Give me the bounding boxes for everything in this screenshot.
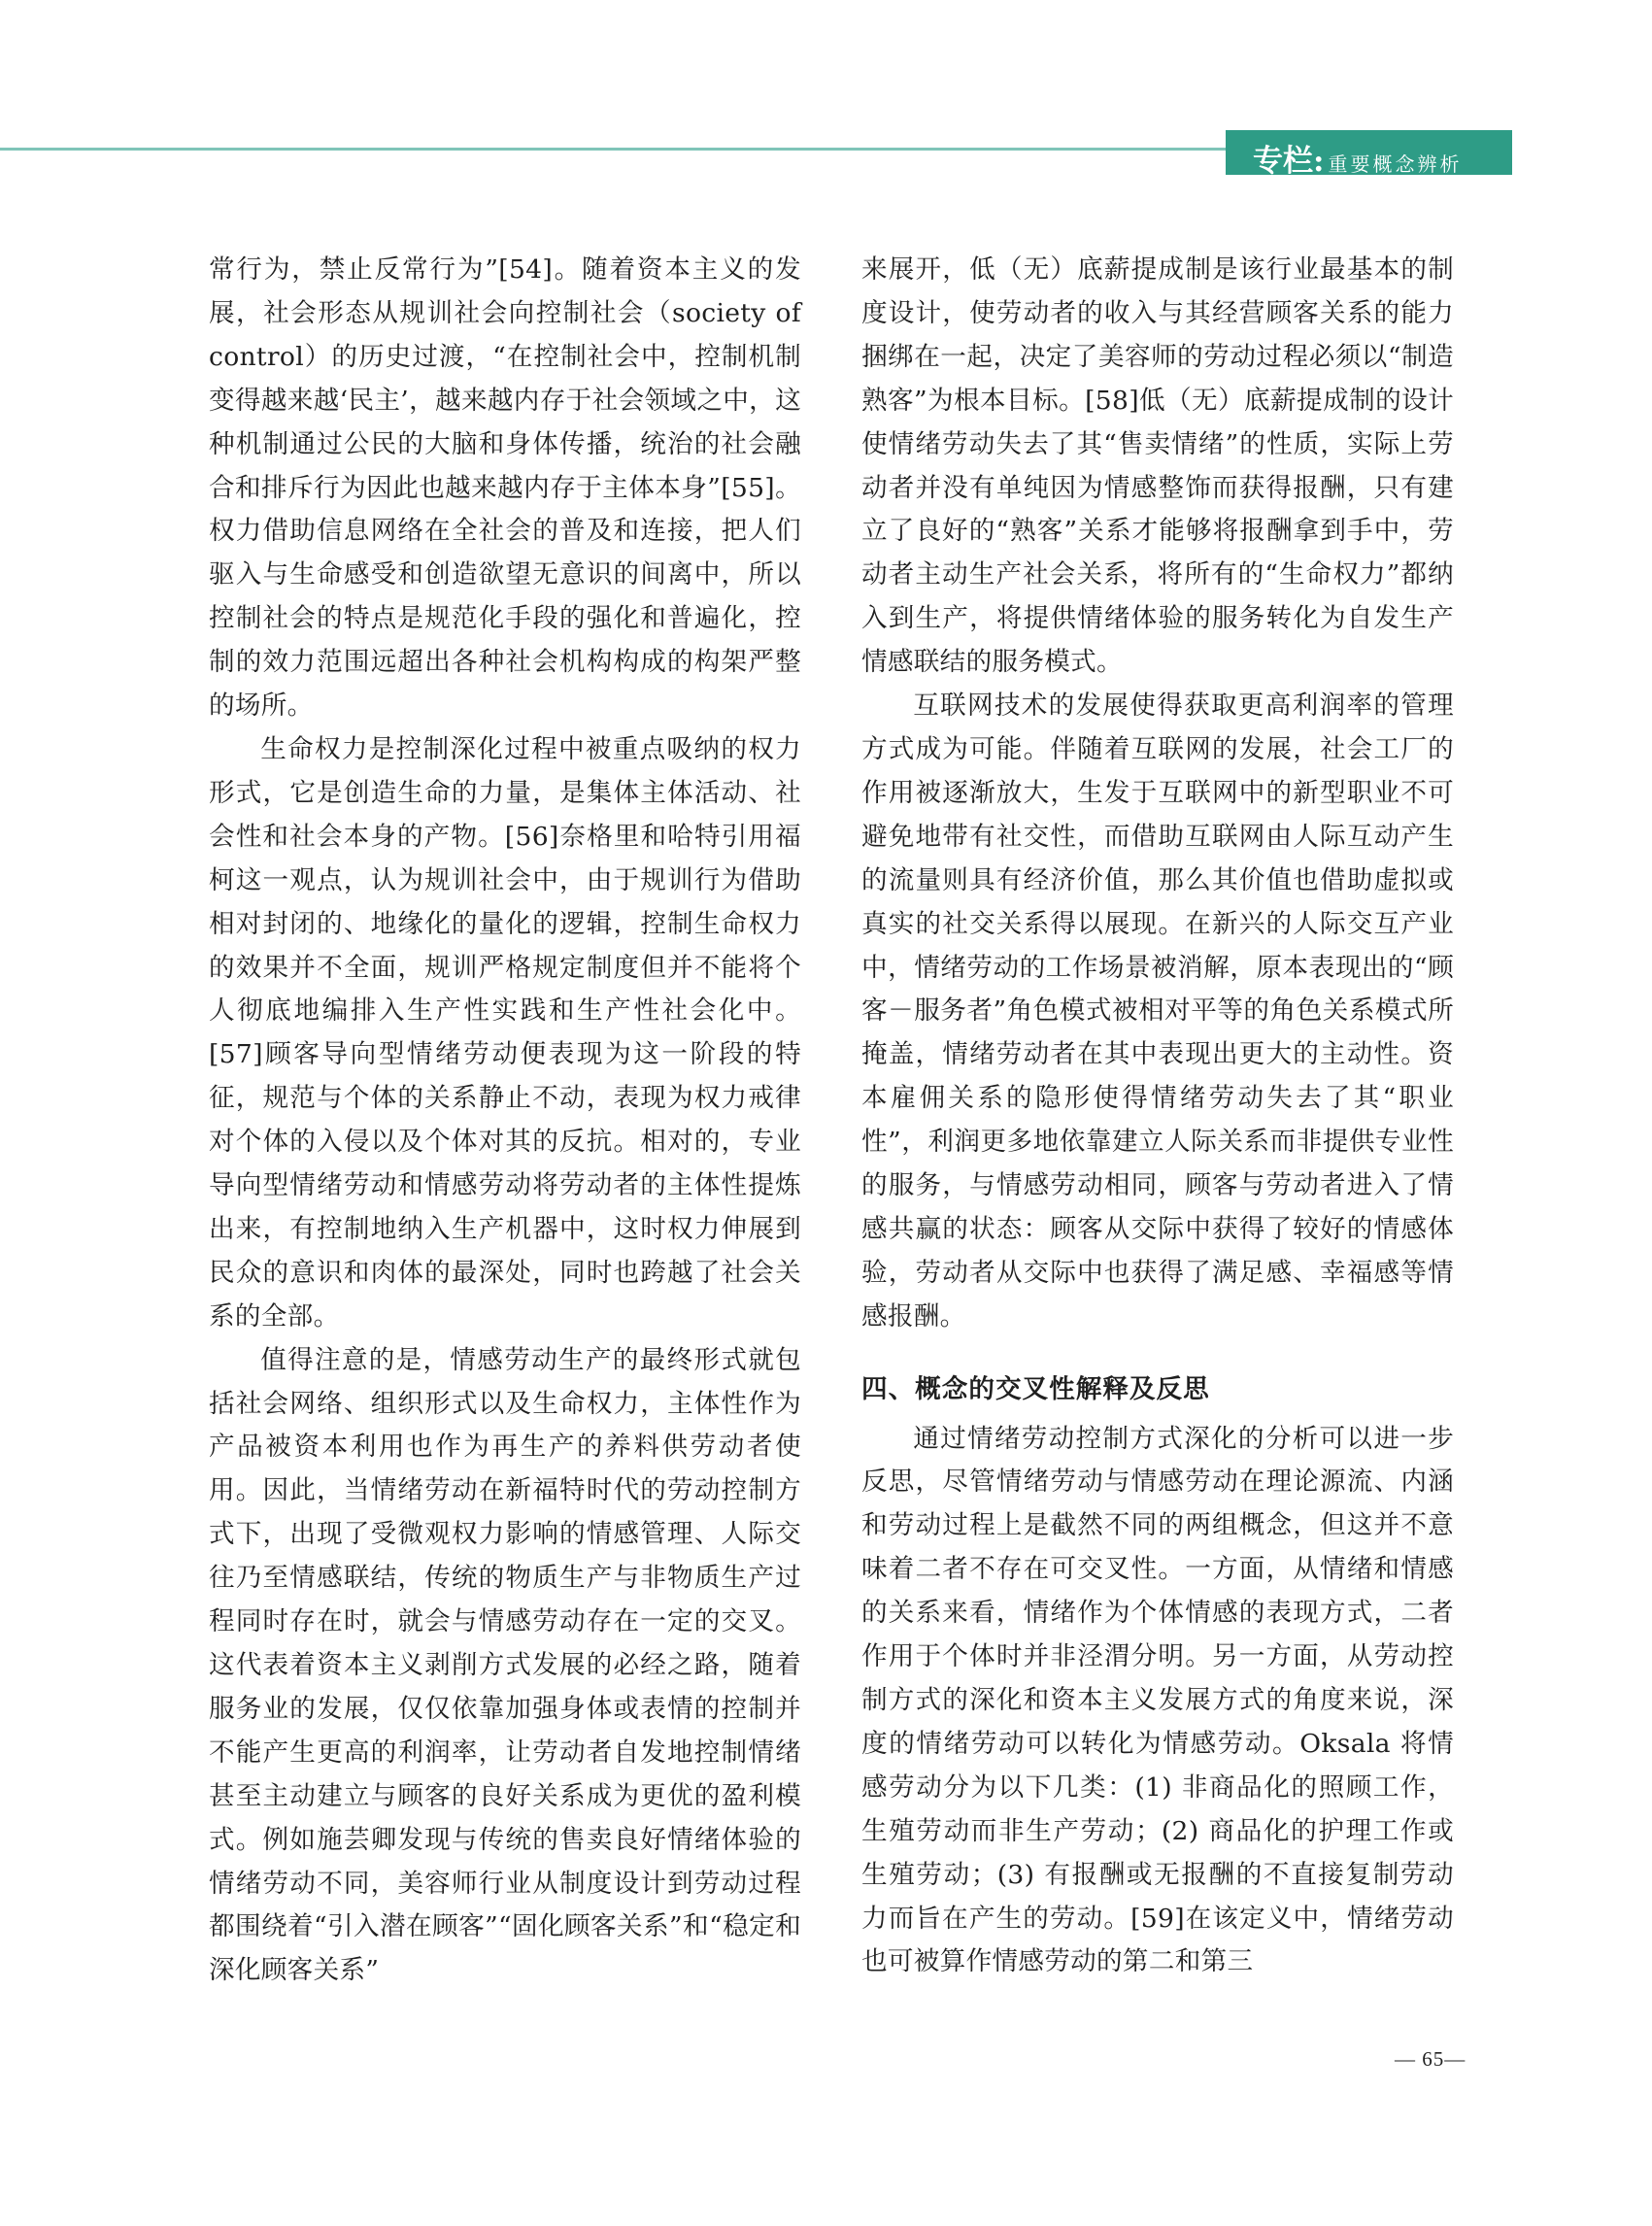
column-banner bbox=[1226, 130, 1512, 179]
paragraph: 值得注意的是，情感劳动生产的最终形式就包括社会网络、组织形式以及生命权力，主体性作为产品被资本利用也作为再生产的养料供劳动者使用。因此，当情绪劳动在新福特时代的劳动控制方式下，出现了受微观权力影响的情感管理、人际交往乃至情感联结，传统的物质生产与非物质生产过程同时存在时，就会与情感劳动存在一定的交叉。这代表着资本主义剥削方式发展的必经之路，随着服务业的发展，仅仅依靠加强身体或表情的控制并不能产生更高的利润率，让劳动者自发地控制情绪甚至主动建立与顾客的良好关系成为更优的盈利模式。例如施芸卿发现与传统的售卖良好情绪体验的情绪劳动不同，美容师行业从制度设计到劳动过程都围绕着“引入潜在顾客”“固化顾客关系”和“稳定和深化顾客关系” bbox=[209, 1344, 801, 1986]
column-subtitle: 重要概念辨析 bbox=[1328, 152, 1463, 176]
paragraph: 常行为，禁止反常行为”[54]。随着资本主义的发展，社会形态从规训社会向控制社会（society of control）的历史过渡，“在控制社会中，控制机制变得越来越‘民主’，越来越内存于社会领域之中，这种机制通过公民的大脑和身体传播，统治的社会融合和排斥行为因此也越来越内存于主体本身”[55]。权力借助信息网络在全社会的普及和连接，把人们驱入与生命感受和创造欲望无意识的间离中，所以控制社会的特点是规范化手段的强化和普遍化，控制的效力范围远超出各种社会机构构成的构架严整的场所。 bbox=[209, 254, 801, 722]
column-title: 专栏: bbox=[1253, 144, 1325, 179]
paragraph: 通过情绪劳动控制方式深化的分析可以进一步反思，尽管情绪劳动与情感劳动在理论源流、内涵和劳动过程上是截然不同的两组概念，但这并不意味着二者不存在可交叉性。一方面，从情绪和情感的关系来看，情绪作为个体情感的表现方式，二者作用于个体时并非泾渭分明。另一方面，从劳动控制方式的深化和资本主义发展方式的角度来说，深度的情绪劳动可以转化为情感劳动。Oksala 将情感劳动分为以下几类：(1) 非商品化的照顾工作，生殖劳动而非生产劳动；(2) 商品化的护理工作或生殖劳动；(3) 有报酬或无报酬的不直接复制劳动力而旨在产生的劳动。[59]在该定义中，情绪劳动也可被算作情感劳动的第二和第三 bbox=[861, 1423, 1454, 1977]
header-rule bbox=[0, 148, 1226, 151]
paragraph: 互联网技术的发展使得获取更高利润率的管理方式成为可能。伴随着互联网的发展，社会工厂的作用被逐渐放大，生发于互联网中的新型职业不可避免地带有社交性，而借助互联网由人际互动产生的流量则具有经济价值，那么其价值也借助虚拟或真实的社交关系得以展现。在新兴的人际交互产业中，情绪劳动的工作场景被消解，原本表现出的“顾客－服务者”角色模式被相对平等的角色关系模式所掩盖，情绪劳动者在其中表现出更大的主动性。资本雇佣关系的隐形使得情绪劳动失去了其“职业性”，利润更多地依靠建立人际关系而非提供专业性的服务，与情感劳动相同，顾客与劳动者进入了情感共赢的状态：顾客从交际中获得了较好的情感体验，劳动者从交际中也获得了满足感、幸福感等情感报酬。 bbox=[861, 691, 1454, 1332]
left-column bbox=[209, 249, 801, 1993]
right-column bbox=[861, 249, 1454, 1984]
page-number: — 65— bbox=[1395, 2047, 1467, 2071]
paragraph: 来展开，低（无）底薪提成制是该行业最基本的制度设计，使劳动者的收入与其经营顾客关系的能力捆绑在一起，决定了美容师的劳动过程必须以“制造熟客”为根本目标。[58]低（无）底薪提成制的设计使情绪劳动失去了其“售卖情绪”的性质，实际上劳动者并没有单纯因为情感整饰而获得报酬，只有建立了良好的“熟客”关系才能够将报酬拿到手中，劳动者主动生产社会关系，将所有的“生命权力”都纳入到生产，将提供情绪体验的服务转化为自发生产情感联结的服务模式。 bbox=[861, 254, 1454, 678]
paragraph: 生命权力是控制深化过程中被重点吸纳的权力形式，它是创造生命的力量，是集体主体活动、社会性和社会本身的产物。[56]奈格里和哈特引用福柯这一观点，认为规训社会中，由于规训行为借助相对封闭的、地缘化的量化的逻辑，控制生命权力的效果并不全面，规训严格规定制度但并不能将个人彻底地编排入生产性实践和生产性社会化中。[57]顾客导向型情绪劳动便表现为这一阶段的特征，规范与个体的关系静止不动，表现为权力戒律对个体的入侵以及个体对其的反抗。相对的，专业导向型情绪劳动和情感劳动将劳动者的主体性提炼出来，有控制地纳入生产机器中，这时权力伸展到民众的意识和肉体的最深处，同时也跨越了社会关系的全部。 bbox=[209, 733, 801, 1332]
section-heading: 四、概念的交叉性解释及反思 bbox=[861, 1373, 1210, 1404]
